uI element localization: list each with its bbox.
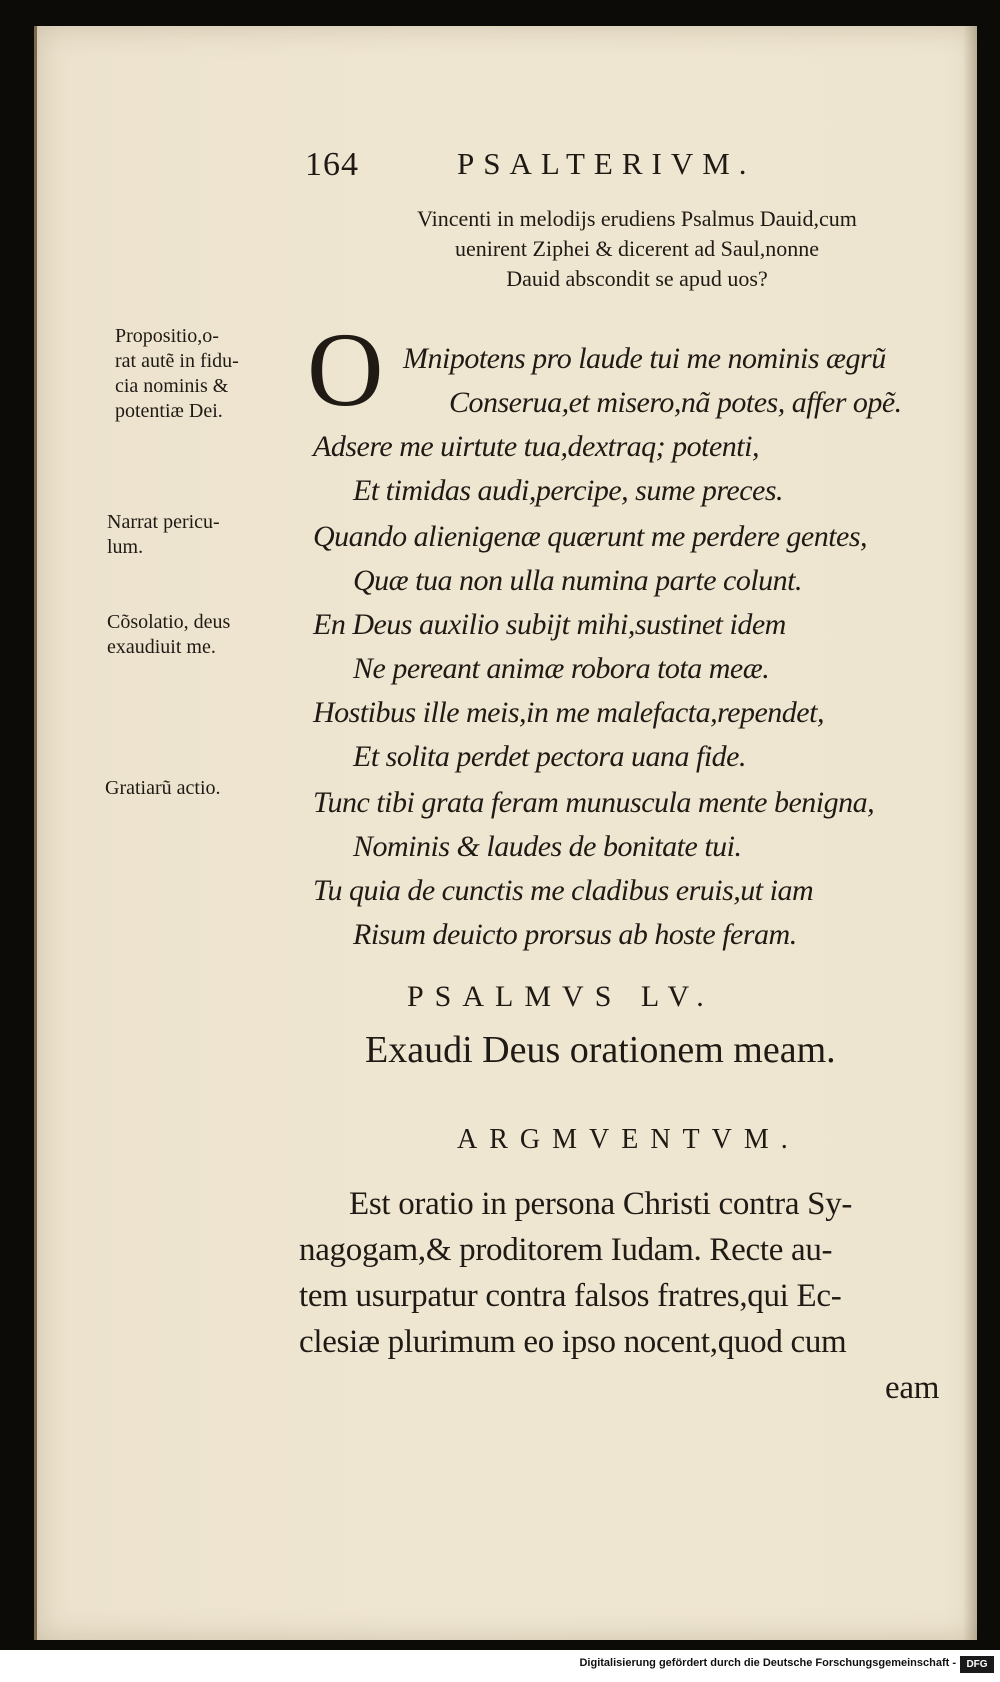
superscription-line: Dauid abscondit se apud uos?: [506, 266, 768, 291]
argument-line: clesiæ plurimum eo ipso nocent,quod cum: [299, 1324, 847, 1360]
book-page: [34, 26, 977, 1640]
verse-line: Et timidas audi,percipe, sume preces.: [353, 474, 784, 507]
digitization-footer: [0, 1650, 1000, 1682]
verse-line: Conserua,et misero,nã potes, affer opẽ.: [449, 386, 902, 419]
margin-note-line: cia nominis &: [115, 375, 229, 397]
verse-line: Adsere me uirtute tua,dextraq; potenti,: [313, 430, 759, 463]
argument-line: Est oratio in persona Christi contra Sy-: [349, 1186, 853, 1222]
dfg-logo: DFG: [960, 1656, 994, 1673]
verse-line: Et solita perdet pectora uana fide.: [353, 740, 746, 773]
margin-note-line: Cõsolatio, deus: [107, 611, 231, 633]
margin-note-propositio: [115, 324, 239, 424]
margin-note-line: rat autẽ in fidu-: [115, 350, 239, 372]
verse-line: Hostibus ille meis,in me malefacta,rependet,: [313, 696, 824, 729]
verse-line: Quæ tua non ulla numina parte colunt.: [353, 564, 802, 597]
dfg-credit: Digitalisierung gefördert durch die Deutsche Forschungsgemeinschaft -: [579, 1657, 956, 1669]
superscription-line: uenirent Ziphei & dicerent ad Saul,nonne: [454, 236, 820, 261]
catchword: eam: [885, 1370, 940, 1406]
margin-note-line: Gratiarũ actio.: [105, 777, 221, 799]
margin-note-gratiarum: [105, 776, 221, 801]
verse-line: Quando alienigenæ quærunt me perdere gentes,: [313, 520, 868, 553]
verse-line: Mnipotens pro laude tui me nominis ægrũ: [403, 342, 886, 375]
drop-cap: O: [307, 311, 384, 428]
margin-note-line: potentiæ Dei.: [115, 400, 223, 422]
argument-line: nagogam,& proditorem Iudam. Recte au-: [299, 1232, 833, 1268]
verse-line: En Deus auxilio subijt mihi,sustinet idem: [313, 608, 786, 641]
verse-line: Risum deuicto prorsus ab hoste feram.: [353, 918, 797, 951]
margin-note-narrat: [107, 510, 220, 560]
margin-note-consolatio: [107, 610, 230, 660]
psalm-superscription: [307, 204, 967, 294]
page-number: 164: [305, 146, 359, 183]
psalm-number: PSALMVS LV.: [407, 980, 715, 1013]
margin-note-line: Narrat pericu-: [107, 511, 220, 533]
verse-line: Tunc tibi grata feram munuscula mente benigna,: [313, 786, 875, 819]
superscription-line: Vincenti in melodijs erudiens Psalmus Dauid,cum: [417, 206, 857, 231]
verse-line: Tu quia de cunctis me cladibus eruis,ut iam: [313, 874, 814, 907]
running-title: PSALTERIVM.: [457, 146, 756, 181]
psalm-incipit: Exaudi Deus orationem meam.: [365, 1029, 836, 1071]
argument-line: tem usurpatur contra falsos fratres,qui Ec-: [299, 1278, 842, 1314]
argument-heading: ARGMVENTVM.: [457, 1124, 800, 1155]
verse-line: Ne pereant animæ robora tota meæ.: [353, 652, 770, 685]
margin-note-line: lum.: [107, 536, 144, 558]
verse-line: Nominis & laudes de bonitate tui.: [353, 830, 742, 863]
margin-note-line: exaudiuit me.: [107, 636, 216, 658]
margin-note-line: Propositio,o-: [115, 325, 219, 347]
